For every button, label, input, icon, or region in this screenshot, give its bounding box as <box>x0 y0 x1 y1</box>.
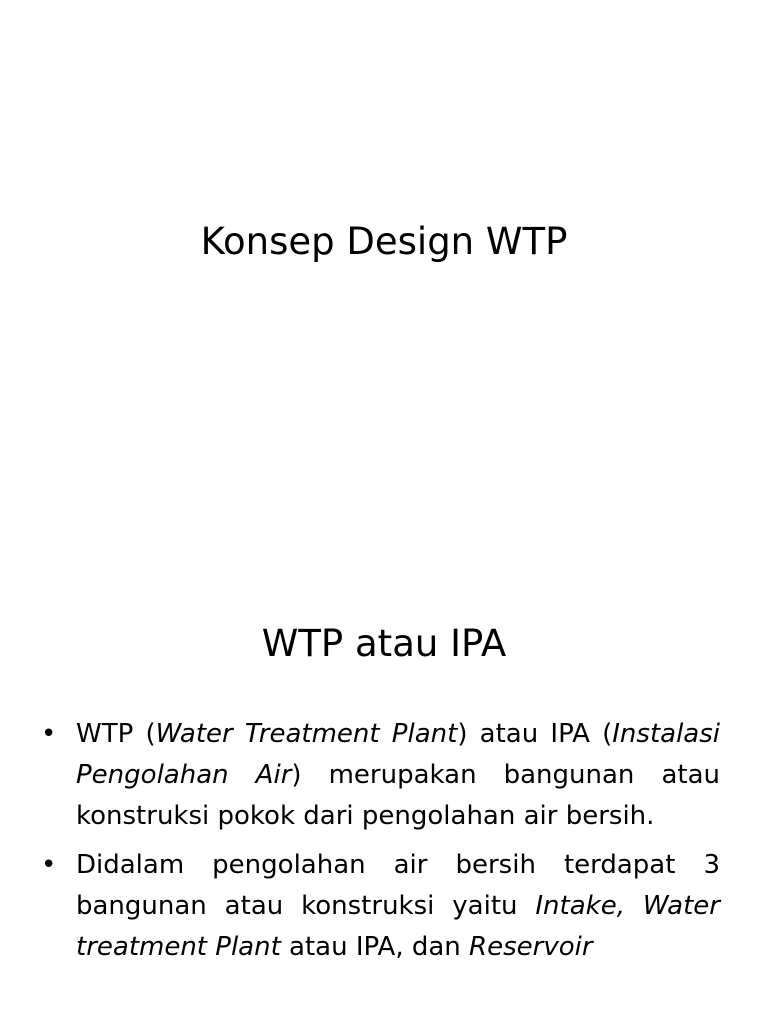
bullet-icon: • <box>41 719 57 749</box>
bullet-list <box>38 714 720 976</box>
bullet-item-wtp-definition <box>38 714 720 837</box>
bullet-text: WTP (Water Treatment Plant) atau IPA (Instalasi Pengolahan Air) merupakan bangunan atau konstruksi pokok dari pengolahan air bersih. <box>76 719 721 831</box>
bullet-text: Didalam pengolahan air bersih terdapat 3 bangunan atau konstruksi yaitu Intake, Water treatment Plant atau IPA, dan Reservoir <box>76 850 720 962</box>
bullet-icon: • <box>41 850 57 880</box>
slide-heading: WTP atau IPA <box>261 622 507 665</box>
bullet-item-three-structures <box>38 845 720 968</box>
slide-title: Konsep Design WTP <box>200 220 568 263</box>
content-slide <box>0 576 768 1024</box>
